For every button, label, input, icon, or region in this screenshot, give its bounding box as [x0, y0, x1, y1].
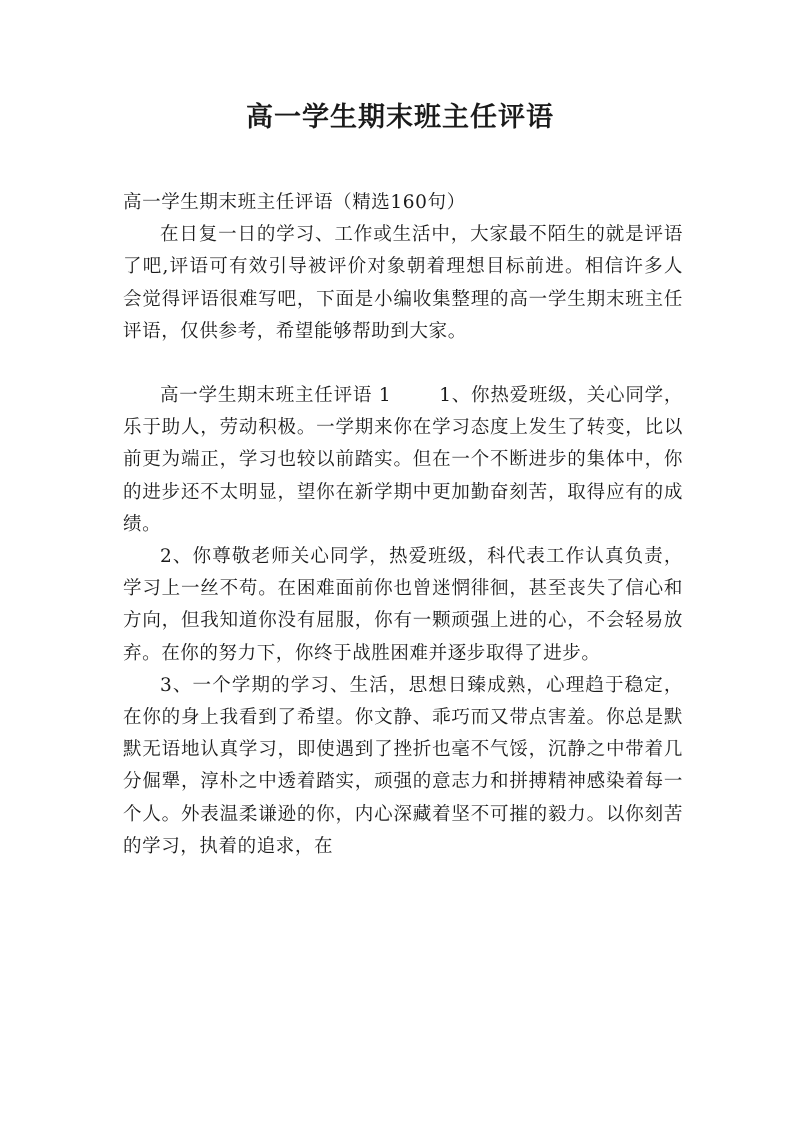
comment-paragraph-3: 3、一个学期的学习、生活，思想日臻成熟，心理趋于稳定，在你的身上我看到了希望。你文静、乖巧而又带点害羞。你总是默默无语地认真学习，即使遇到了挫折也毫不气馁，沉静之中带着几分倔犟，淳朴之中透着踏实，顽强的意志力和拼搏精神感染着每一个人。外表温柔谦逊的你，内心深藏着坚不可摧的毅力。以你刻苦的学习，执着的追求，在: [123, 674, 683, 857]
paragraph-gap: [123, 348, 683, 380]
section-heading: 高一学生期末班主任评语 1: [160, 385, 392, 407]
document-title: 高一学生期末班主任评语: [246, 102, 554, 133]
comment-text-1: 1、你热爱班级，关心同学，乐于助人，劳动积极。一学期来你在学习态度上发生了转变，比以前更为端正，学习也较以前踏实。但在一个不断进步的集体中，你的进步还不太明显，望你在新学期中更加勤奋刻苦，取得应有的成绩。: [123, 385, 683, 535]
comment-paragraph-2: 2、你尊敬老师关心同学，热爱班级，科代表工作认真负责，学习上一丝不苟。在困难面前你也曾迷惘徘徊，甚至丧失了信心和方向，但我知道你没有屈服，你有一颗顽强上进的心，不会轻易放弃。在你的努力下，你终于战胜困难并逐步取得了进步。: [123, 546, 683, 664]
document-subtitle: 高一学生期末班主任评语（精选160句）: [123, 192, 466, 213]
intro-paragraph: 在日复一日的学习、工作或生活中，大家最不陌生的就是评语了吧,评语可有效引导被评价对象朝着理想目标前进。相信许多人会觉得评语很难写吧，下面是小编收集整理的高一学生期末班主任评语，仅供参考，希望能够帮助到大家。: [123, 224, 683, 342]
comment-paragraph-1: [123, 380, 683, 541]
document-body: [123, 187, 683, 863]
